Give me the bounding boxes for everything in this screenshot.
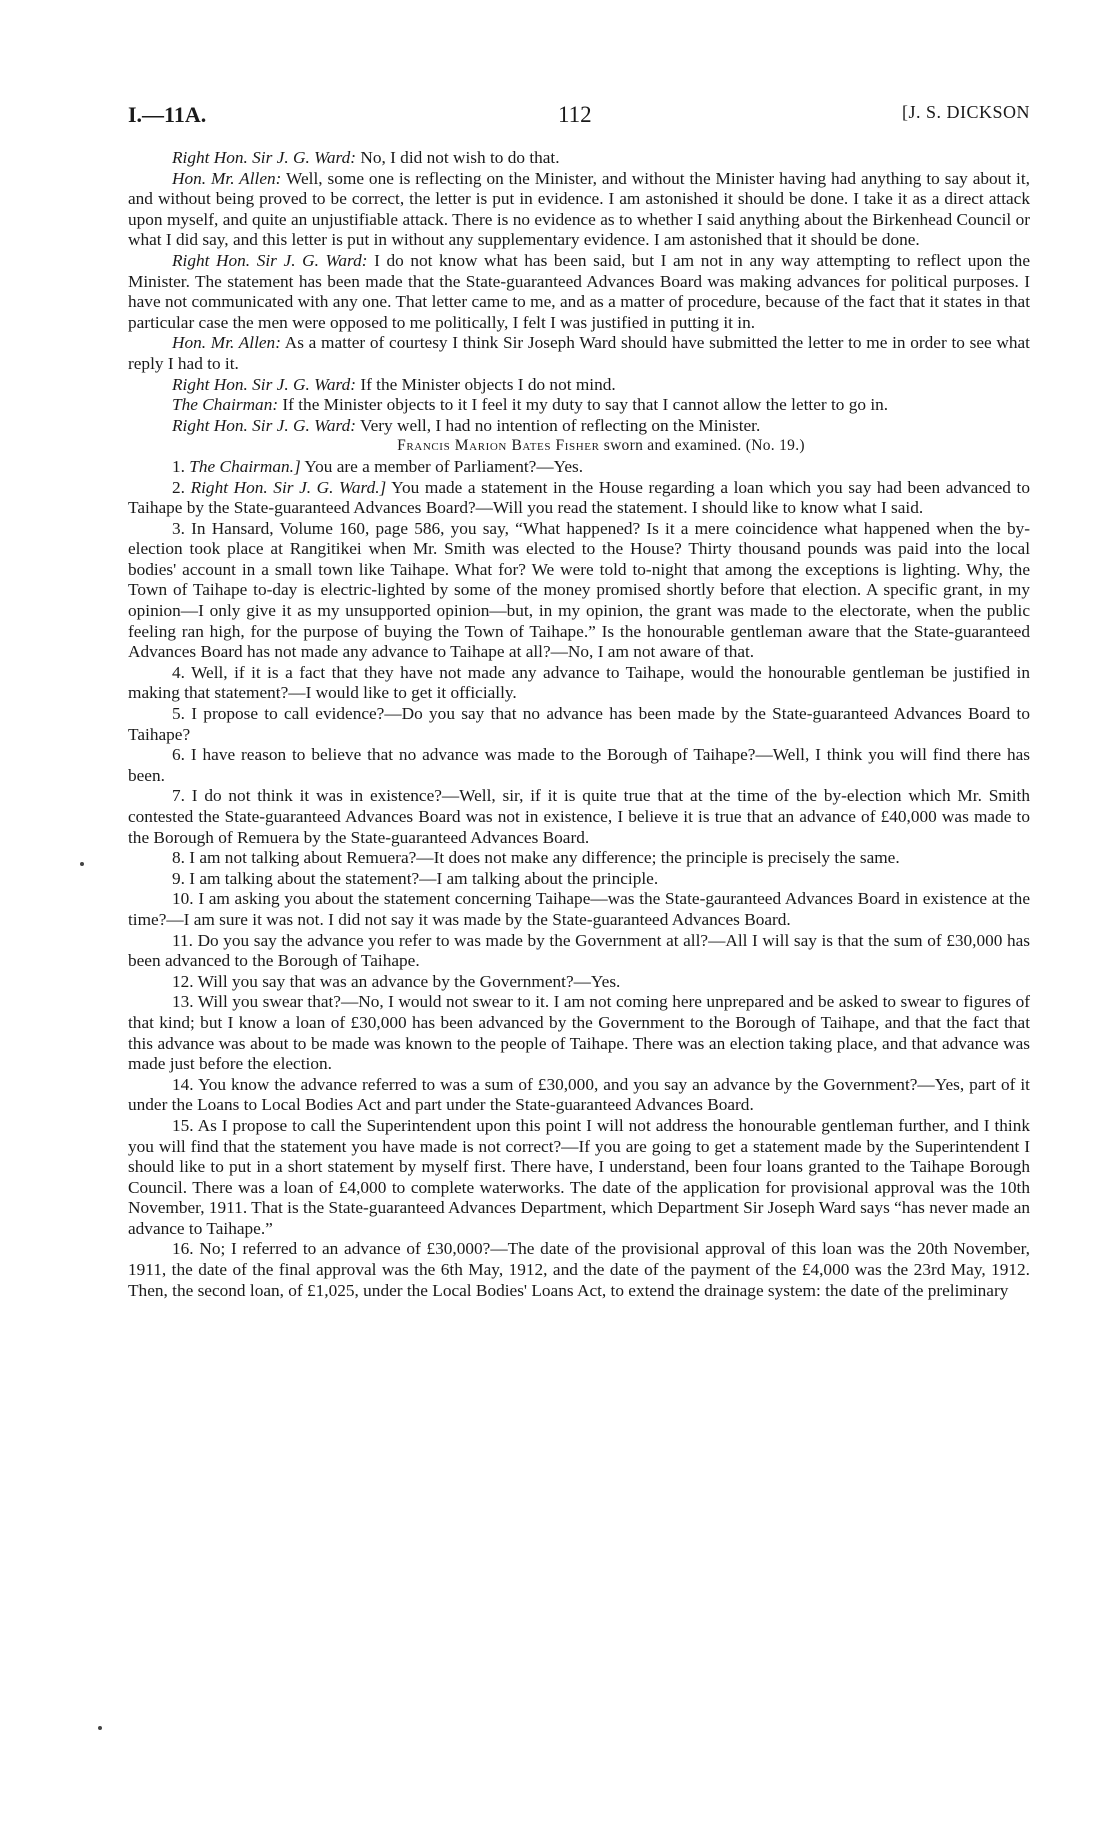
exchange-paragraph [128, 148, 1030, 169]
questioner: Right Hon. Sir J. G. Ward.] [190, 477, 387, 497]
statement: No, I did not wish to do that. [360, 148, 560, 167]
exchange-paragraph [128, 333, 1030, 374]
questioner: The Chairman.] [189, 456, 301, 476]
question-number: 15. [172, 1115, 194, 1135]
question-paragraph [128, 519, 1030, 663]
exchange-paragraph [128, 169, 1030, 251]
question-paragraph [128, 869, 1030, 890]
question-paragraph [128, 889, 1030, 930]
question-paragraph [128, 972, 1030, 993]
speaker: Right Hon. Sir J. G. Ward: [172, 148, 357, 167]
question-text: Well, if it is a fact that they have not made any advance to Taihape, would the honourable gentleman be justified in making that statement?—I would like to get it officially. [128, 662, 1030, 703]
question-number: 5. [172, 704, 185, 724]
speaker: The Chairman: [172, 395, 279, 415]
question-paragraph [128, 1116, 1030, 1240]
statement: Very well, I had no intention of reflecting on the Minister. [360, 415, 761, 435]
exchange-paragraph [128, 251, 1030, 333]
question-number: 12. [172, 971, 194, 991]
question-text: You made a statement in the House regarding a loan which you say had been advanced to Taihape by the State-guaranteed Advances Board?—Will you read the statement. I should like to know what I said. [128, 477, 1030, 518]
question-paragraph [128, 704, 1030, 745]
page-header [128, 96, 1030, 128]
margin-dot-icon [80, 862, 84, 866]
question-number: 7. [172, 786, 185, 806]
statement: Well, some one is reflecting on the Minister, and without the Minister having had anything to say about it, and without being proved to be correct, the letter is put in evidence. I am astonished it should be done. I take it as a direct attack upon myself, and quite an unjustifiable attack. There is no evidence as to whether I said anything about the Birkenhead Council or what I did say, and this letter is put in without any supplementary evidence. I am astonished that it should be done. [128, 168, 1030, 250]
question-paragraph [128, 1075, 1030, 1116]
statement: I do not know what has been said, but I am not in any way attempting to reflect upon the Minister. The statement has been made that the State-guaranteed Advances Board was making advances for political purposes. I have not communicated with any one. That letter came to me, and as a matter of procedure, because of the fact that it states in that particular case the men were opposed to me politically, I felt I was justified in putting it in. [128, 250, 1030, 332]
witness-name: Francis Marion Bates Fisher [397, 437, 600, 455]
speaker: Hon. Mr. Allen: [172, 333, 281, 353]
question-text: No; I referred to an advance of £30,000?—The date of the provisional approval of this loan was the 20th November, 1911, the date of the final approval was the 6th May, 1912, and the date of the payment of the £4,000 was the 23rd May, 1912. Then, the second loan, of £1,025, under the Local Bodies' Loans Act, to extend the drainage system: the date of the preliminary [128, 1239, 1030, 1300]
question-paragraph [128, 745, 1030, 786]
question-text: As I propose to call the Superintendent upon this point I will not address the honourable gentleman further, and I think you will find that the statement you have made is not correct?—If you are going to get a statement made by the Superintendent I should like to put in a short statement by myself first. There have, I understand, been four loans granted to the Taihape Borough Council. There was a loan of £4,000 to complete waterworks. The date of the application for provisional approval was the 10th November, 1911. That is the State-guaranteed Advances Department, which Department Sir Joseph Ward says “has never made an advance to Taihape.” [128, 1115, 1030, 1238]
question-text: You know the advance referred to was a sum of £30,000, and you say an advance by the Government?—Yes, part of it under the Loans to Local Bodies Act and part under the State-guaranteed Advances Board. [128, 1074, 1030, 1115]
speaker: Hon. Mr. Allen: [172, 168, 282, 188]
witness-number: (No. 19.) [745, 437, 805, 455]
question-paragraph [128, 1239, 1030, 1301]
question-text: I do not think it was in existence?—Well, sir, if it is quite true that at the time of the by-election which Mr. Smith contested the State-guaranteed Advances Board was not in existence, I believe it is true that an advance of £40,000 was made to the Borough of Remuera by the State-guaranteed Advances Board. [128, 786, 1030, 847]
speaker: Right Hon. Sir J. G. Ward: [172, 415, 357, 435]
question-text: In Hansard, Volume 160, page 586, you say, “What happened? Is it a mere coincidence what happened when the by-election took place at Rangitikei when Mr. Smith was elected to the House? Thirty thousand pounds was paid into the local bodies' account in a small town like Taihape. What for? We were told to-night that among the exceptions is lighting. Why, the Town of Taihape to-day is electric-lighted by some of the money promised shortly before that election. A specific grant, in my opinion—I only give it as my unsupported opinion—but, in my opinion, the grant was made to the electorate, when the public feeling ran high, for the purpose of buying the Town of Taihape.” Is the honourable gentleman aware that the State-guaranteed Advances Board has not made any advance to Taihape at all?—No, I am not aware of that. [128, 518, 1031, 662]
question-text: Do you say the advance you refer to was made by the Government at all?—All I will say is that the sum of £30,000 has been advanced to the Borough of Taihape. [128, 930, 1030, 971]
question-text: I am talking about the statement?—I am talking about the principle. [189, 868, 659, 888]
question-text: Will you say that was an advance by the Government?—Yes. [197, 971, 621, 991]
question-number: 4. [172, 662, 185, 682]
question-number: 13. [172, 992, 194, 1012]
question-number: 8. [172, 848, 185, 868]
question-paragraph [128, 848, 1030, 869]
question-paragraph [128, 786, 1030, 848]
question-text: Will you swear that?—No, I would not swear to it. I am not coming here unprepared and be asked to swear to figures of that kind; but I know a loan of £30,000 has been advanced by the Government to the Borough of Taihape, and that the fact that this advance was about to be made was known to the people of Taihape. There was an election taking place, and that advance was made just before the election. [128, 992, 1030, 1074]
question-number: 10. [172, 889, 194, 909]
speaker: Right Hon. Sir J. G. Ward: [172, 374, 357, 394]
question-number: 1. [172, 456, 185, 476]
question-text: I am not talking about Remuera?—It does not make any difference; the principle is precisely the same. [189, 848, 900, 868]
exchange-paragraph [128, 395, 1030, 416]
question-paragraph [128, 931, 1030, 972]
question-paragraph [128, 478, 1030, 519]
question-text: You are a member of Parliament?—Yes. [304, 456, 584, 476]
question-number: 3. [172, 518, 185, 538]
question-text: I have reason to believe that no advance was made to the Borough of Taihape?—Well, I think you will find there has been. [128, 745, 1030, 785]
question-paragraph [128, 457, 1030, 478]
exchange-paragraph [128, 375, 1030, 396]
page-body [128, 148, 1030, 1301]
question-number: 16. [172, 1239, 194, 1259]
exchange-paragraph [128, 416, 1030, 437]
witness-heading [128, 436, 1030, 457]
document-code: I.—11A. [128, 102, 207, 127]
question-number: 2. [172, 477, 185, 497]
statement: If the Minister objects to it I feel it my duty to say that I cannot allow the letter to go in. [282, 395, 889, 415]
question-text: I propose to call evidence?—Do you say that no advance has been made by the State-guaranteed Advances Board to Taihape? [128, 704, 1030, 744]
statement: As a matter of courtesy I think Sir Joseph Ward should have submitted the letter to me in order to see what reply I had to it. [128, 333, 1030, 373]
question-number: 14. [172, 1074, 194, 1094]
question-number: 6. [172, 745, 185, 765]
witness-running-head: [J. S. DICKSON [901, 102, 1030, 122]
statement: If the Minister objects I do not mind. [360, 374, 616, 394]
witness-sworn: sworn and examined. [603, 437, 742, 455]
question-text: I am asking you about the statement concerning Taihape—was the State-gauranteed Advances Board in existence at the time?—I am sure it was not. I did not say it was made by the State-guaranteed Advances Board. [128, 889, 1030, 929]
margin-dot-icon [98, 1726, 102, 1730]
question-number: 11. [172, 930, 193, 950]
page-number: 112 [558, 102, 592, 127]
question-number: 9. [172, 868, 185, 888]
question-paragraph [128, 663, 1030, 704]
question-paragraph [128, 992, 1030, 1074]
speaker: Right Hon. Sir J. G. Ward: [172, 250, 368, 270]
